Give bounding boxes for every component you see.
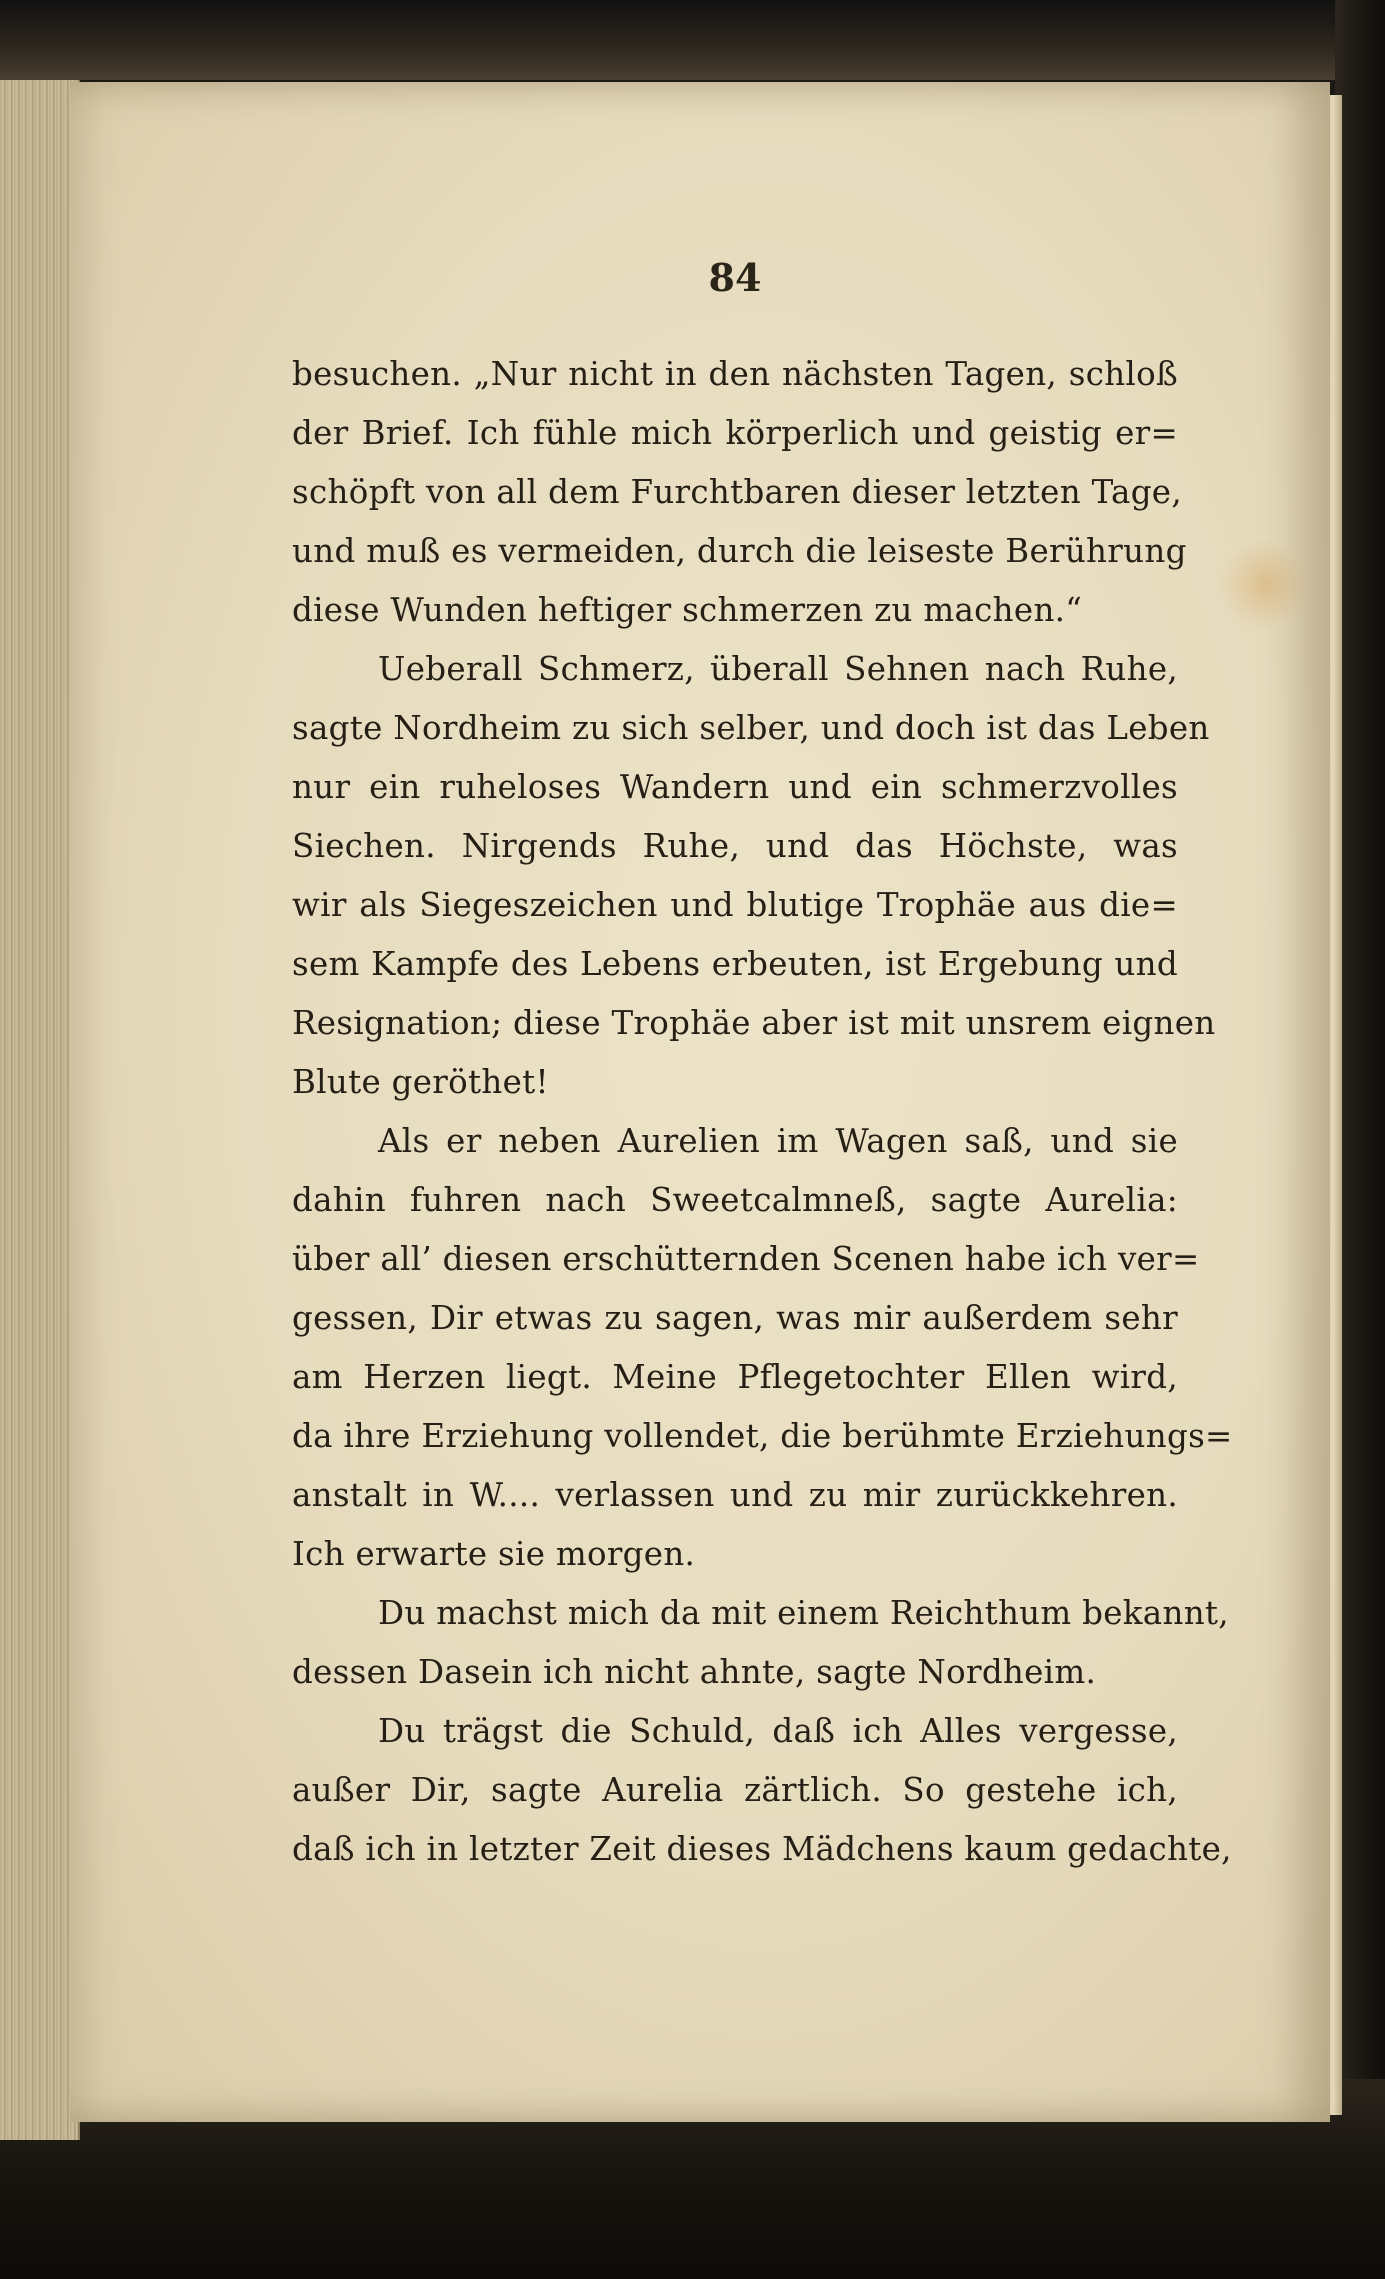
- text-line: und muß es vermeiden, durch die leiseste Berührung: [292, 532, 1187, 570]
- book-cover-top: [0, 0, 1385, 80]
- text-line: Du trägst die Schuld, daß ich Alles vergesse,: [378, 1712, 1178, 1750]
- text-line: Als er neben Aurelien im Wagen saß, und sie: [378, 1122, 1178, 1160]
- text-line: gessen, Dir etwas zu sagen, was mir außerdem sehr: [292, 1299, 1178, 1337]
- body-text: [292, 345, 1233, 1879]
- text-line: der Brief. Ich fühle mich körperlich und geistig er=: [292, 414, 1178, 452]
- text-line: besuchen. „Nur nicht in den nächsten Tagen, schloß: [292, 355, 1178, 393]
- text-line: diese Wunden heftiger schmerzen zu machen.“: [292, 591, 1083, 629]
- text-line: dessen Dasein ich nicht ahnte, sagte Nordheim.: [292, 1653, 1097, 1691]
- text-line: Du machst mich da mit einem Reichthum bekannt,: [378, 1594, 1229, 1632]
- paper-stain: [1220, 537, 1310, 632]
- text-line: über all’ diesen erschütternden Scenen habe ich ver=: [292, 1240, 1200, 1278]
- text-line: sem Kampfe des Lebens erbeuten, ist Ergebung und: [292, 945, 1178, 983]
- page-edge-stack: [0, 80, 80, 2140]
- text-line: Resignation; diese Trophäe aber ist mit unsrem eignen: [292, 1004, 1216, 1042]
- page-number: 84: [708, 255, 762, 300]
- text-line: dahin fuhren nach Sweetcalmneß, sagte Aurelia:: [292, 1181, 1178, 1219]
- text-line: schöpft von all dem Furchtbaren dieser letzten Tage,: [292, 473, 1182, 511]
- text-line: Ueberall Schmerz, überall Sehnen nach Ruhe,: [378, 650, 1178, 688]
- text-line: am Herzen liegt. Meine Pflegetochter Ellen wird,: [292, 1358, 1178, 1396]
- text-line: außer Dir, sagte Aurelia zärtlich. So gestehe ich,: [292, 1771, 1178, 1809]
- book-cover-right: [1335, 0, 1385, 2279]
- text-line: da ihre Erziehung vollendet, die berühmte Erziehungs=: [292, 1417, 1233, 1455]
- text-line: Ich erwarte sie morgen.: [292, 1535, 696, 1573]
- text-line: nur ein ruheloses Wandern und ein schmerzvolles: [292, 768, 1178, 806]
- text-line: daß ich in letzter Zeit dieses Mädchens kaum gedachte,: [292, 1830, 1232, 1868]
- text-line: Siechen. Nirgends Ruhe, und das Höchste, was: [292, 827, 1178, 865]
- text-line: sagte Nordheim zu sich selber, und doch ist das Leben: [292, 709, 1210, 747]
- text-line: wir als Siegeszeichen und blutige Trophäe aus die=: [292, 886, 1178, 924]
- text-line: Blute geröthet!: [292, 1063, 549, 1101]
- text-line: anstalt in W.... verlassen und zu mir zurückkehren.: [292, 1476, 1178, 1514]
